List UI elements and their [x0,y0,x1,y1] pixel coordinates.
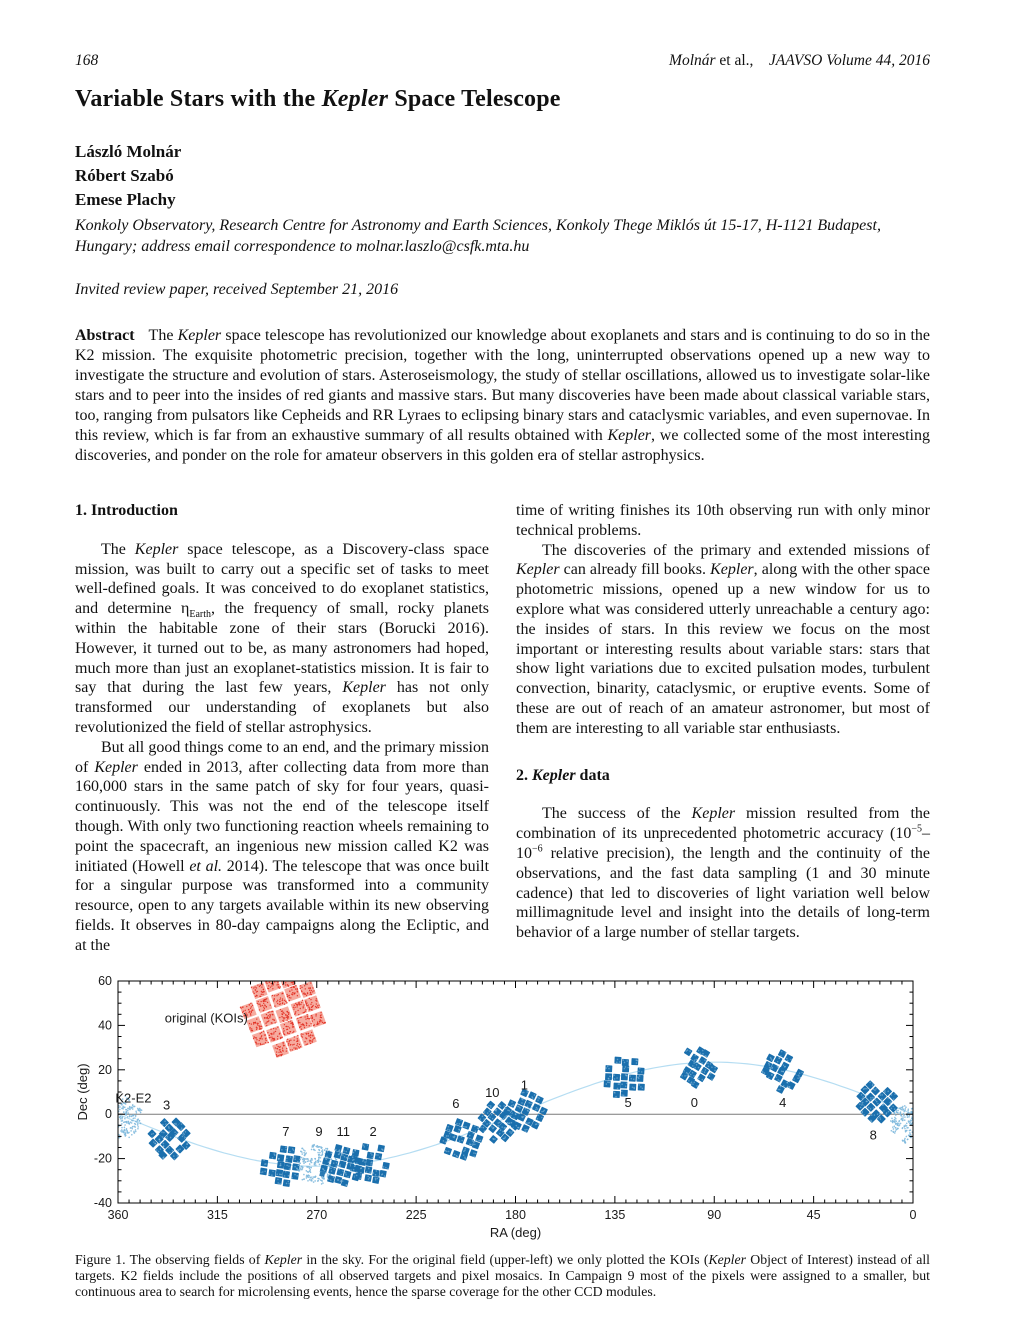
svg-text:7: 7 [282,1123,290,1139]
column-left [75,501,489,956]
svg-text:225: 225 [405,1207,427,1222]
svg-text:2: 2 [369,1123,377,1139]
section-heading-introduction: 1. Introduction [75,502,178,519]
running-head: Molnár et al., JAAVSO Volume 44, 2016 [669,52,930,69]
svg-text:K2-E2: K2-E2 [115,1090,152,1106]
section-heading-kepler-data: 2. Kepler data [516,766,610,784]
author-name: Emese Plachy [75,190,176,209]
svg-text:20: 20 [98,1062,112,1077]
kepler-fields-chart [75,972,930,1244]
intro-paragraph-2: But all good things come to an end, and the primary mission of Kepler ended in 2013, after collecting data from more than 160,000 stars in the same patch of sky for four years, quasi-continuously. This was not the end of the telescope itself though. With only two functioning reaction wheels remaining to point the spacecraft, an ingenious new mission called K2 was initiated (Howell et al. 2014). The telescope that was once built for a singular purpose was transformed into a community resource, open to any targets available within its new observing fields. It observes in 80-day campaigns along the Ecliptic, and at the [75,738,490,954]
affiliation: Konkoly Observatory, Research Centre for Astronomy and Earth Sciences, Konkoly Thege Miklós út 15-17, H-1121 Budapest, Hungary; address email correspondence to molnar.laszlo@csfk.mta.hu [75,217,881,255]
svg-text:-40: -40 [93,1195,112,1210]
abstract [75,326,930,466]
svg-text:11: 11 [336,1123,350,1139]
figure-caption: Figure 1. The observing fields of Kepler in the sky. For the original field (upper-left) we only plotted the KOIs (Kepler Object of Interest) instead of all targets. K2 fields include the positions of all observed targets and pixel mosaics. In Campaign 9 most of the pixels were assigned to a smaller, but continuous area to search for microlensing events, hence the sparse coverage for the other CCD modules. [75,1251,931,1300]
intro-paragraph-1: The Kepler space telescope, as a Discovery-class space mission, was built to carry out a specific set of tasks to meet well-defined goals. It was conceived to do exoplanet statistics, and determine $\eta_{Earth}$, the frequency of small, rocky planets within the habitable zone of their stars (Borucki 2016). However, it turned out to be, as many astronomers had hoped, much more than just an exoplanet-statistics mission. It is fair to say that during the last few years, Kepler has not only transformed our understanding of exoplanets but also revolutionized the field of stellar astrophysics. [75,540,490,736]
svg-text:180: 180 [505,1207,526,1222]
page-number: 168 [75,52,99,69]
continuation-paragraph: time of writing finishes its 10th observing run with only minor technical problems. [516,502,930,539]
svg-text:8: 8 [869,1126,877,1142]
paper-title: Variable Stars with the Kepler Space Telescope [75,86,561,112]
discoveries-paragraph: The discoveries of the primary and extended missions of Kepler can already fill books. Kepler, along with the other space photometric missions, opened up a new window for us to explore what was considered utterly unreachable a century ago: the insides of stars. In this review we focus on the most important or interesting results about variable stars: stars that show light variations due to excited pulsation modes, turbulent convection, binarity, cataclysmic, or eruptive events. Some of these are out of reach of an amateur astronomer, but most of them are interesting to all variable star enthusiasts. [516,541,930,737]
svg-text:original (KOIs): original (KOIs) [164,1010,248,1026]
column-right [516,501,930,956]
svg-text:5: 5 [624,1094,632,1110]
svg-text:135: 135 [604,1207,626,1222]
svg-text:3: 3 [162,1096,171,1112]
abstract-text: The Kepler space telescope has revolutionized our knowledge about exoplanets and stars and is continuing to do so in the K2 mission. The exquisite photometric precision, together with the long, uninterrupted observations opened up a new way to investigate the structure and evolution of stars. Asteroseismology, the study of stellar oscillations, allowed us to investigate solar-like stars and to peer into the insides of red giants and massive stars. But many discoveries have been made about classical variable stars, too, ranging from pulsators like Cepheids and RR Lyraes to eclipsing binary stars and cataclysmic variables, and even supernovae. In this review, which is far from an exhaustive summary of all results obtained with Kepler, we collected some of the most interesting discoveries, and ponder on the role for amateur observers in this golden era of stellar astrophysics. [75,327,931,464]
author-name: László Molnár [75,142,182,161]
author-block [75,140,930,212]
svg-text:0: 0 [690,1094,698,1110]
svg-text:Dec (deg): Dec (deg) [75,1062,90,1121]
svg-text:RA (deg): RA (deg) [489,1224,542,1240]
svg-text:40: 40 [98,1017,112,1032]
author-name: Róbert Szabó [75,166,174,185]
svg-text:4: 4 [779,1094,787,1110]
two-column-body [75,501,930,956]
svg-text:270: 270 [306,1207,328,1222]
svg-text:45: 45 [806,1207,821,1222]
kepler-data-paragraph: The success of the Kepler mission resulted from the combination of its unprecedented photometric accuracy ($10^{-5}-10^{-6}$ relative precision), the length and the continuity of the observations, and the fast data sampling (1 and 30 minute cadence) that led to discoveries of light variation well below millimagnitude level and insight into the details of long-term behavior of a large number of stellar targets. [516,805,930,942]
svg-text:0: 0 [105,1106,112,1121]
figure-1 [75,972,930,1301]
svg-text:90: 90 [707,1207,722,1222]
svg-text:9: 9 [315,1123,323,1139]
svg-text:0: 0 [909,1207,917,1222]
svg-text:360: 360 [107,1207,129,1222]
svg-text:60: 60 [98,973,112,988]
svg-text:315: 315 [206,1207,228,1222]
svg-text:10: 10 [485,1084,500,1100]
received-note: Invited review paper, received September 21, 2016 [75,281,399,298]
running-header [75,52,930,70]
svg-text:1: 1 [520,1076,528,1092]
abstract-label: Abstract [75,327,135,344]
svg-text:-20: -20 [93,1151,112,1166]
svg-text:6: 6 [452,1095,460,1111]
